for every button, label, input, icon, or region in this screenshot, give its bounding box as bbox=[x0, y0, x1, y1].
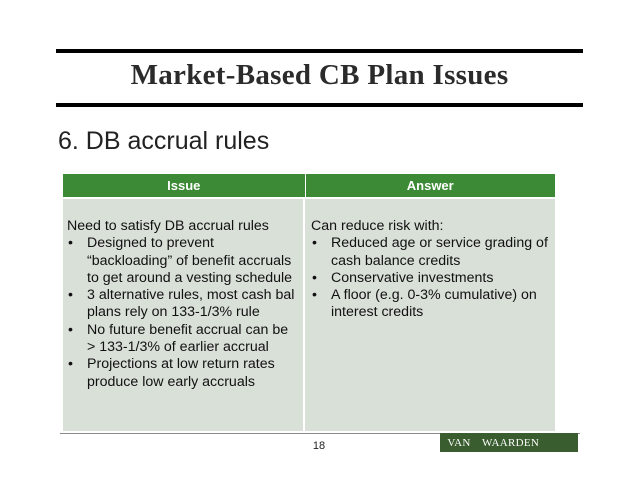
list-item-line: Designed to prevent bbox=[87, 235, 214, 252]
list-item-line: Projections at low return rates bbox=[87, 356, 275, 373]
answer-intro: Can reduce risk with: bbox=[311, 218, 444, 234]
issue-list bbox=[67, 235, 303, 391]
table-body bbox=[63, 199, 555, 431]
list-item-line: Reduced age or service grading of bbox=[331, 235, 548, 252]
slide-title: Market-Based CB Plan Issues bbox=[130, 59, 509, 91]
list-item-line: to get around a vesting schedule bbox=[87, 269, 293, 286]
bullet-glyph: • bbox=[312, 287, 317, 304]
logo-right-text: WAARDEN bbox=[482, 436, 540, 449]
list-item-line: produce low early accruals bbox=[87, 373, 255, 390]
vanwaarden-logo bbox=[440, 433, 578, 452]
page-number: 18 bbox=[312, 440, 326, 452]
header-issue: Issue bbox=[63, 174, 306, 197]
issues-table bbox=[63, 174, 555, 431]
list-item bbox=[67, 235, 303, 287]
issue-intro: Need to satisfy DB accrual rules bbox=[67, 218, 269, 234]
header-answer: Answer bbox=[406, 178, 454, 193]
answer-list bbox=[311, 235, 555, 321]
list-item-line: “backloading” of benefit accruals bbox=[87, 252, 292, 269]
list-item-line: 3 alternative rules, most cash bal bbox=[87, 287, 295, 304]
list-item bbox=[311, 287, 555, 322]
table-header bbox=[63, 174, 555, 197]
list-item bbox=[311, 235, 555, 270]
list-item bbox=[67, 356, 303, 391]
bullet-glyph: • bbox=[68, 356, 73, 373]
title-bottom-rule bbox=[56, 103, 583, 107]
list-item-line: Conservative investments bbox=[331, 269, 494, 286]
bullet-glyph: • bbox=[312, 235, 317, 252]
list-item bbox=[67, 322, 303, 357]
list-item-line: interest credits bbox=[331, 304, 424, 321]
list-item-line: A floor (e.g. 0-3% cumulative) on bbox=[331, 287, 537, 304]
list-item-line: plans rely on 133-1/3% rule bbox=[87, 304, 260, 321]
bullet-glyph: • bbox=[68, 287, 73, 304]
list-item-line: No future benefit accrual can be bbox=[87, 321, 289, 338]
list-item bbox=[67, 287, 303, 322]
bullet-glyph: • bbox=[312, 269, 317, 286]
slide-subtitle: 6. DB accrual rules bbox=[58, 127, 270, 155]
bullet-glyph: • bbox=[68, 235, 73, 252]
logo-left-text: VAN bbox=[447, 436, 471, 449]
bullet-glyph: • bbox=[68, 321, 73, 338]
issue-cell bbox=[63, 199, 305, 431]
list-item-line: cash balance credits bbox=[331, 252, 461, 269]
list-item-line: > 133-1/3% of earlier accrual bbox=[87, 339, 269, 356]
answer-cell bbox=[305, 199, 555, 431]
list-item bbox=[311, 270, 555, 287]
title-top-rule bbox=[56, 49, 583, 53]
